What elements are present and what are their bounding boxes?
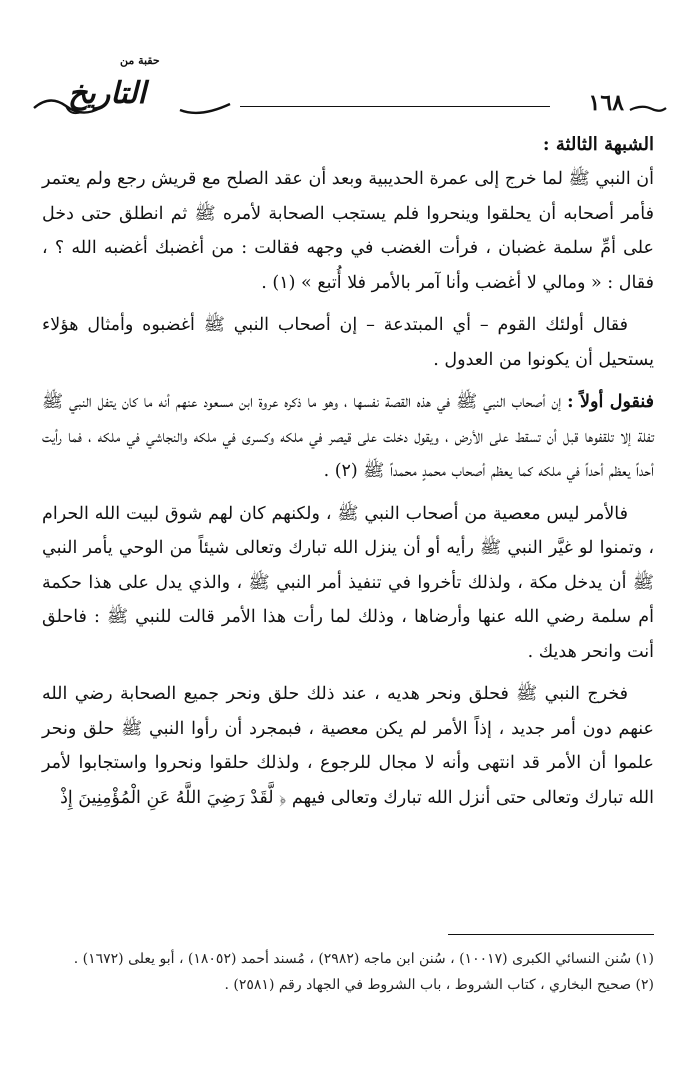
paragraph-4: فالأمر ليس معصية من أصحاب النبي ﷺ ، ولكنهم كان لهم شوق لبيت الله الحرام ، وتمنوا لو غيَّر النبي ﷺ رأيه أو أن ينزل الله تبارك وتعالى شيئاً من الوحي يأمر النبي ﷺ أن يدخل مكة ، ولذلك تأخروا في تنفيذ أمر النبي ﷺ ، والذي يدل على هذا حكمة أم سلمة رضي الله عنها وأرضاها ، وذلك لما رأت هذا الأمر قالت للنبي ﷺ : فاحلق أنت وانحر هديك . [42,503,654,662]
footnote-2: (٢) صحيح البخاري ، كتاب الشروط ، باب الشروط في الجهاد رقم (٢٥٨١) . [224,977,654,993]
logo-swash-ornament [30,90,236,120]
paragraph-3-lead: فنقول أولاً : [567,392,654,412]
paragraph-2: فقال أولئك القوم – أي المبتدعة – إن أصحاب النبي ﷺ أغضبوه وأمثال هؤلاء يستحيل أن يكونوا من العدول . [42,315,654,370]
page-header [28,54,668,122]
paragraph-1: أن النبي ﷺ لما خرج إلى عمرة الحديبية وبعد أن عقد الصلح مع قريش رجع ولم يعتمر فأمر أصحابه أن يحلقوا وينحروا فلم يستجب الصحابة لأمره ﷺ ثم انطلق حتى دخل على أمِّ سلمة غضبان ، فرأت الغضب في وجهه فقالت : من أغضبك أغضبه الله ؟ ، فقال : « ومالي لا أغضب وأنا آمر بالأمر فلا أُتبع » (١) . [42,169,654,293]
page-body [42,128,654,815]
footnote-1: (١) سُنن النسائي الكبرى (١٠٠١٧) ، سُنن ابن ماجه (٢٩٨٢) ، مُسند أحمد (١٨٠٥٢) ، أبو يعلى (١٦٧٢) . [73,951,654,967]
page-number: ١٦٨ [588,90,624,116]
paragraph-3 [42,385,654,489]
section-heading: الشبهة الثالثة : [542,134,654,155]
footnote-separator [448,934,654,935]
logo-subtitle: حقبة من [120,54,160,67]
paragraph-3-text: إن أصحاب النبي ﷺ في هذه القصة نفسها ، وهو ما ذكره عروة ابن مسعود عنهم أنه ما كان يتفل النبي ﷺ تفلة إلا تلقفوها قبل أن تسقط على الأرض ، ويقول دخلت على قيصر في ملكه وكسرى في ملكه والنجاشي في ملكه ، فما رأيت أحداً يعظم أحداً في ملكه كما يعظم أصحاب محمدٍ محمداً ﷺ (٢) . [42,392,654,481]
paragraph-5: فخرج النبي ﷺ فحلق ونحر هديه ، عند ذلك حلق ونحر جميع الصحابة رضي الله عنهم دون أمر جديد ، إذاً الأمر لم يكن معصية ، فبمجرد أن رأوا النبي ﷺ حلق ونحر علموا أن الأمر قد انتهى وأنه لا مجال للرجوع ، ولذلك حلقوا ونحروا واستجابوا لأمر الله تبارك وتعالى حتى أنزل الله تبارك وتعالى فيهم ﴿ لَّقَدْ رَضِيَ اللَّهُ عَنِ الْمُؤْمِنِينَ إِذْ [42,684,654,808]
logo-title: التاريخ [68,76,146,111]
footnotes [42,948,654,1000]
page-number-swash-ornament [628,102,668,116]
header-rule [240,106,550,107]
book-title-logo [28,54,238,122]
